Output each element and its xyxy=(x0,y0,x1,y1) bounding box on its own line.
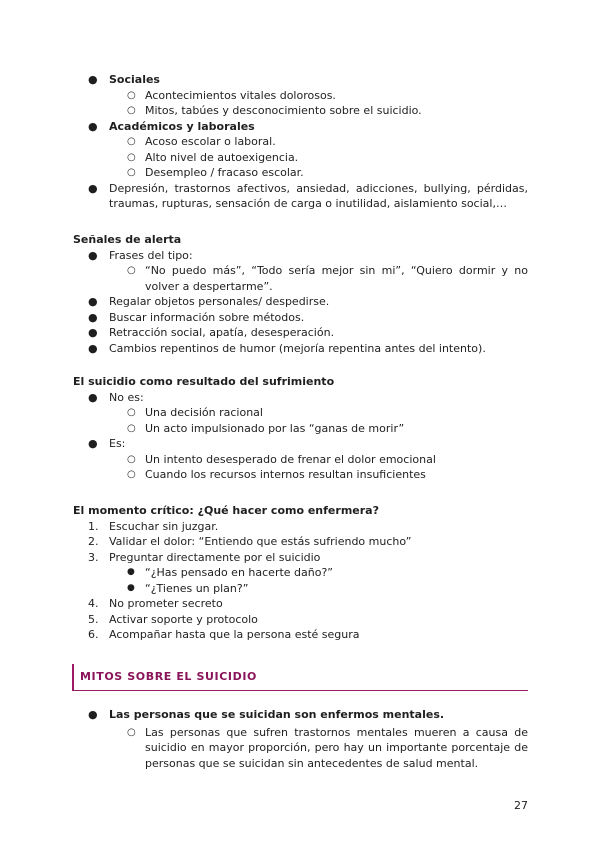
list-item-text: Preguntar directamente por el suicidio xyxy=(109,550,321,564)
list-item xyxy=(109,103,528,119)
list-item-text: Acontecimientos vitales dolorosos. xyxy=(145,88,336,102)
list-item xyxy=(73,119,528,181)
list-item-text: “¿Tienes un plan?” xyxy=(145,581,249,595)
circle-marker: ○ xyxy=(127,167,136,178)
list-item xyxy=(109,150,528,166)
list-item-text: Regalar objetos personales/ despedirse. xyxy=(109,295,330,308)
circle-marker: ○ xyxy=(127,422,136,434)
list-item-text: No es: xyxy=(109,390,144,404)
list-item xyxy=(109,421,528,437)
list-item-text: Frases del tipo: xyxy=(109,248,193,262)
bullet-marker: ● xyxy=(88,708,98,721)
list-item xyxy=(73,325,528,341)
bullet-marker: ● xyxy=(88,119,98,133)
list-item xyxy=(109,725,528,772)
list-item xyxy=(73,310,528,326)
list-item-text: Un intento desesperado de frenar el dolor emocional xyxy=(145,452,436,466)
bullet-marker: ● xyxy=(88,390,98,404)
list-item-text: “No puedo más”, “Todo sería mejor sin mi”, “Quiero dormir y no volver a despertarme”. xyxy=(145,264,528,293)
myth-explanation: Las personas que sufren trastornos mentales mueren a causa de suicidio en mayor proporción, pero hay un importante porcentaje de personas que se suicidan sin antecedentes de salud mental. xyxy=(145,725,528,770)
list-item xyxy=(73,72,528,119)
circle-marker: ○ xyxy=(127,453,136,465)
myth-statement: Las personas que se suicidan son enfermos mentales. xyxy=(109,708,445,721)
list-item-text: Cambios repentinos de humor (mejoría repentina antes del intento). xyxy=(109,341,486,355)
bullet-marker: ● xyxy=(88,73,98,86)
bullet-marker: ● xyxy=(127,567,135,577)
bullet-marker: ● xyxy=(88,437,98,450)
section-heading: El momento crítico: ¿Qué hacer como enfermera? xyxy=(73,504,379,517)
bullet-marker: ● xyxy=(88,310,98,324)
list-item-text: Buscar información sobre métodos. xyxy=(109,310,305,324)
suffering-section xyxy=(73,374,528,483)
section-title: MITOS SOBRE EL SUICIDIO xyxy=(80,670,257,683)
bullet-marker: ● xyxy=(88,248,98,262)
list-item-text: Desempleo / fracaso escolar. xyxy=(145,166,304,179)
bullet-marker: ● xyxy=(127,582,135,593)
list-item xyxy=(73,181,528,212)
item-number: 3. xyxy=(88,550,99,564)
list-item-text: Activar soporte y protocolo xyxy=(109,612,258,626)
list-item xyxy=(73,341,528,357)
bullet-marker: ● xyxy=(88,295,98,308)
list-item-label: Sociales xyxy=(109,73,160,86)
list-item xyxy=(109,134,528,150)
myths-list xyxy=(73,707,528,771)
list-item-text: Acompañar hasta que la persona esté segura xyxy=(109,628,360,641)
list-item xyxy=(73,390,528,437)
numbered-item xyxy=(73,596,528,612)
list-item-text: Cuando los recursos internos resultan insuficientes xyxy=(145,468,426,481)
list-item-text: Escuchar sin juzgar. xyxy=(109,519,219,533)
list-item-label: Académicos y laborales xyxy=(109,119,255,133)
list-item-text: Depresión, trastornos afectivos, ansiedad, adicciones, bullying, pérdidas, traumas, rupturas, sensación de carga o inutilidad, aislamiento social,… xyxy=(109,181,528,210)
list-item xyxy=(109,581,528,597)
list-item xyxy=(109,165,528,181)
list-item xyxy=(109,467,528,483)
list-item xyxy=(109,565,528,581)
list-item xyxy=(73,707,528,771)
section-heading: El suicidio como resultado del sufrimiento xyxy=(73,375,335,388)
list-item-text: Es: xyxy=(109,437,126,450)
circle-marker: ○ xyxy=(127,407,136,418)
list-item-text: “¿Has pensado en hacerte daño?” xyxy=(145,566,334,579)
bullet-marker: ● xyxy=(88,326,98,339)
circle-marker: ○ xyxy=(127,726,136,738)
section-heading: Señales de alerta xyxy=(73,233,182,246)
numbered-item xyxy=(73,534,528,550)
list-item xyxy=(73,436,528,483)
numbered-item xyxy=(73,612,528,628)
numbered-item xyxy=(73,627,528,643)
section-title-box xyxy=(72,664,528,691)
list-item-text: Validar el dolor: “Entiendo que estás sufriendo mucho” xyxy=(109,535,412,548)
bullet-marker: ● xyxy=(88,181,98,195)
page-number: 27 xyxy=(514,799,528,812)
warning-signs-section xyxy=(73,232,528,356)
circle-marker: ○ xyxy=(127,265,136,276)
circle-marker: ○ xyxy=(127,469,136,480)
numbered-item xyxy=(73,550,528,597)
circle-marker: ○ xyxy=(127,136,136,147)
risk-factors-list xyxy=(73,72,528,212)
item-number: 4. xyxy=(88,597,99,610)
list-item-text: Una decisión racional xyxy=(145,406,263,419)
list-item xyxy=(109,452,528,468)
list-item xyxy=(73,248,528,295)
list-item-text: Alto nivel de autoexigencia. xyxy=(145,150,299,164)
list-item-text: No prometer secreto xyxy=(109,597,223,610)
bullet-marker: ● xyxy=(88,341,98,355)
critical-moment-section xyxy=(73,503,528,643)
item-number: 2. xyxy=(88,535,99,548)
item-number: 5. xyxy=(88,612,99,626)
list-item xyxy=(73,294,528,310)
numbered-item xyxy=(73,519,528,535)
circle-marker: ○ xyxy=(127,151,136,163)
list-item xyxy=(109,263,528,294)
list-item-text: Acoso escolar o laboral. xyxy=(145,135,276,148)
item-number: 1. xyxy=(88,519,99,533)
item-number: 6. xyxy=(88,628,99,641)
list-item xyxy=(109,88,528,104)
circle-marker: ○ xyxy=(127,89,136,101)
list-item-text: Retracción social, apatía, desesperación. xyxy=(109,326,335,339)
circle-marker: ○ xyxy=(127,105,136,116)
list-item-text: Mitos, tabúes y desconocimiento sobre el suicidio. xyxy=(145,104,422,117)
list-item-text: Un acto impulsionado por las “ganas de morir” xyxy=(145,421,405,435)
list-item xyxy=(109,405,528,421)
